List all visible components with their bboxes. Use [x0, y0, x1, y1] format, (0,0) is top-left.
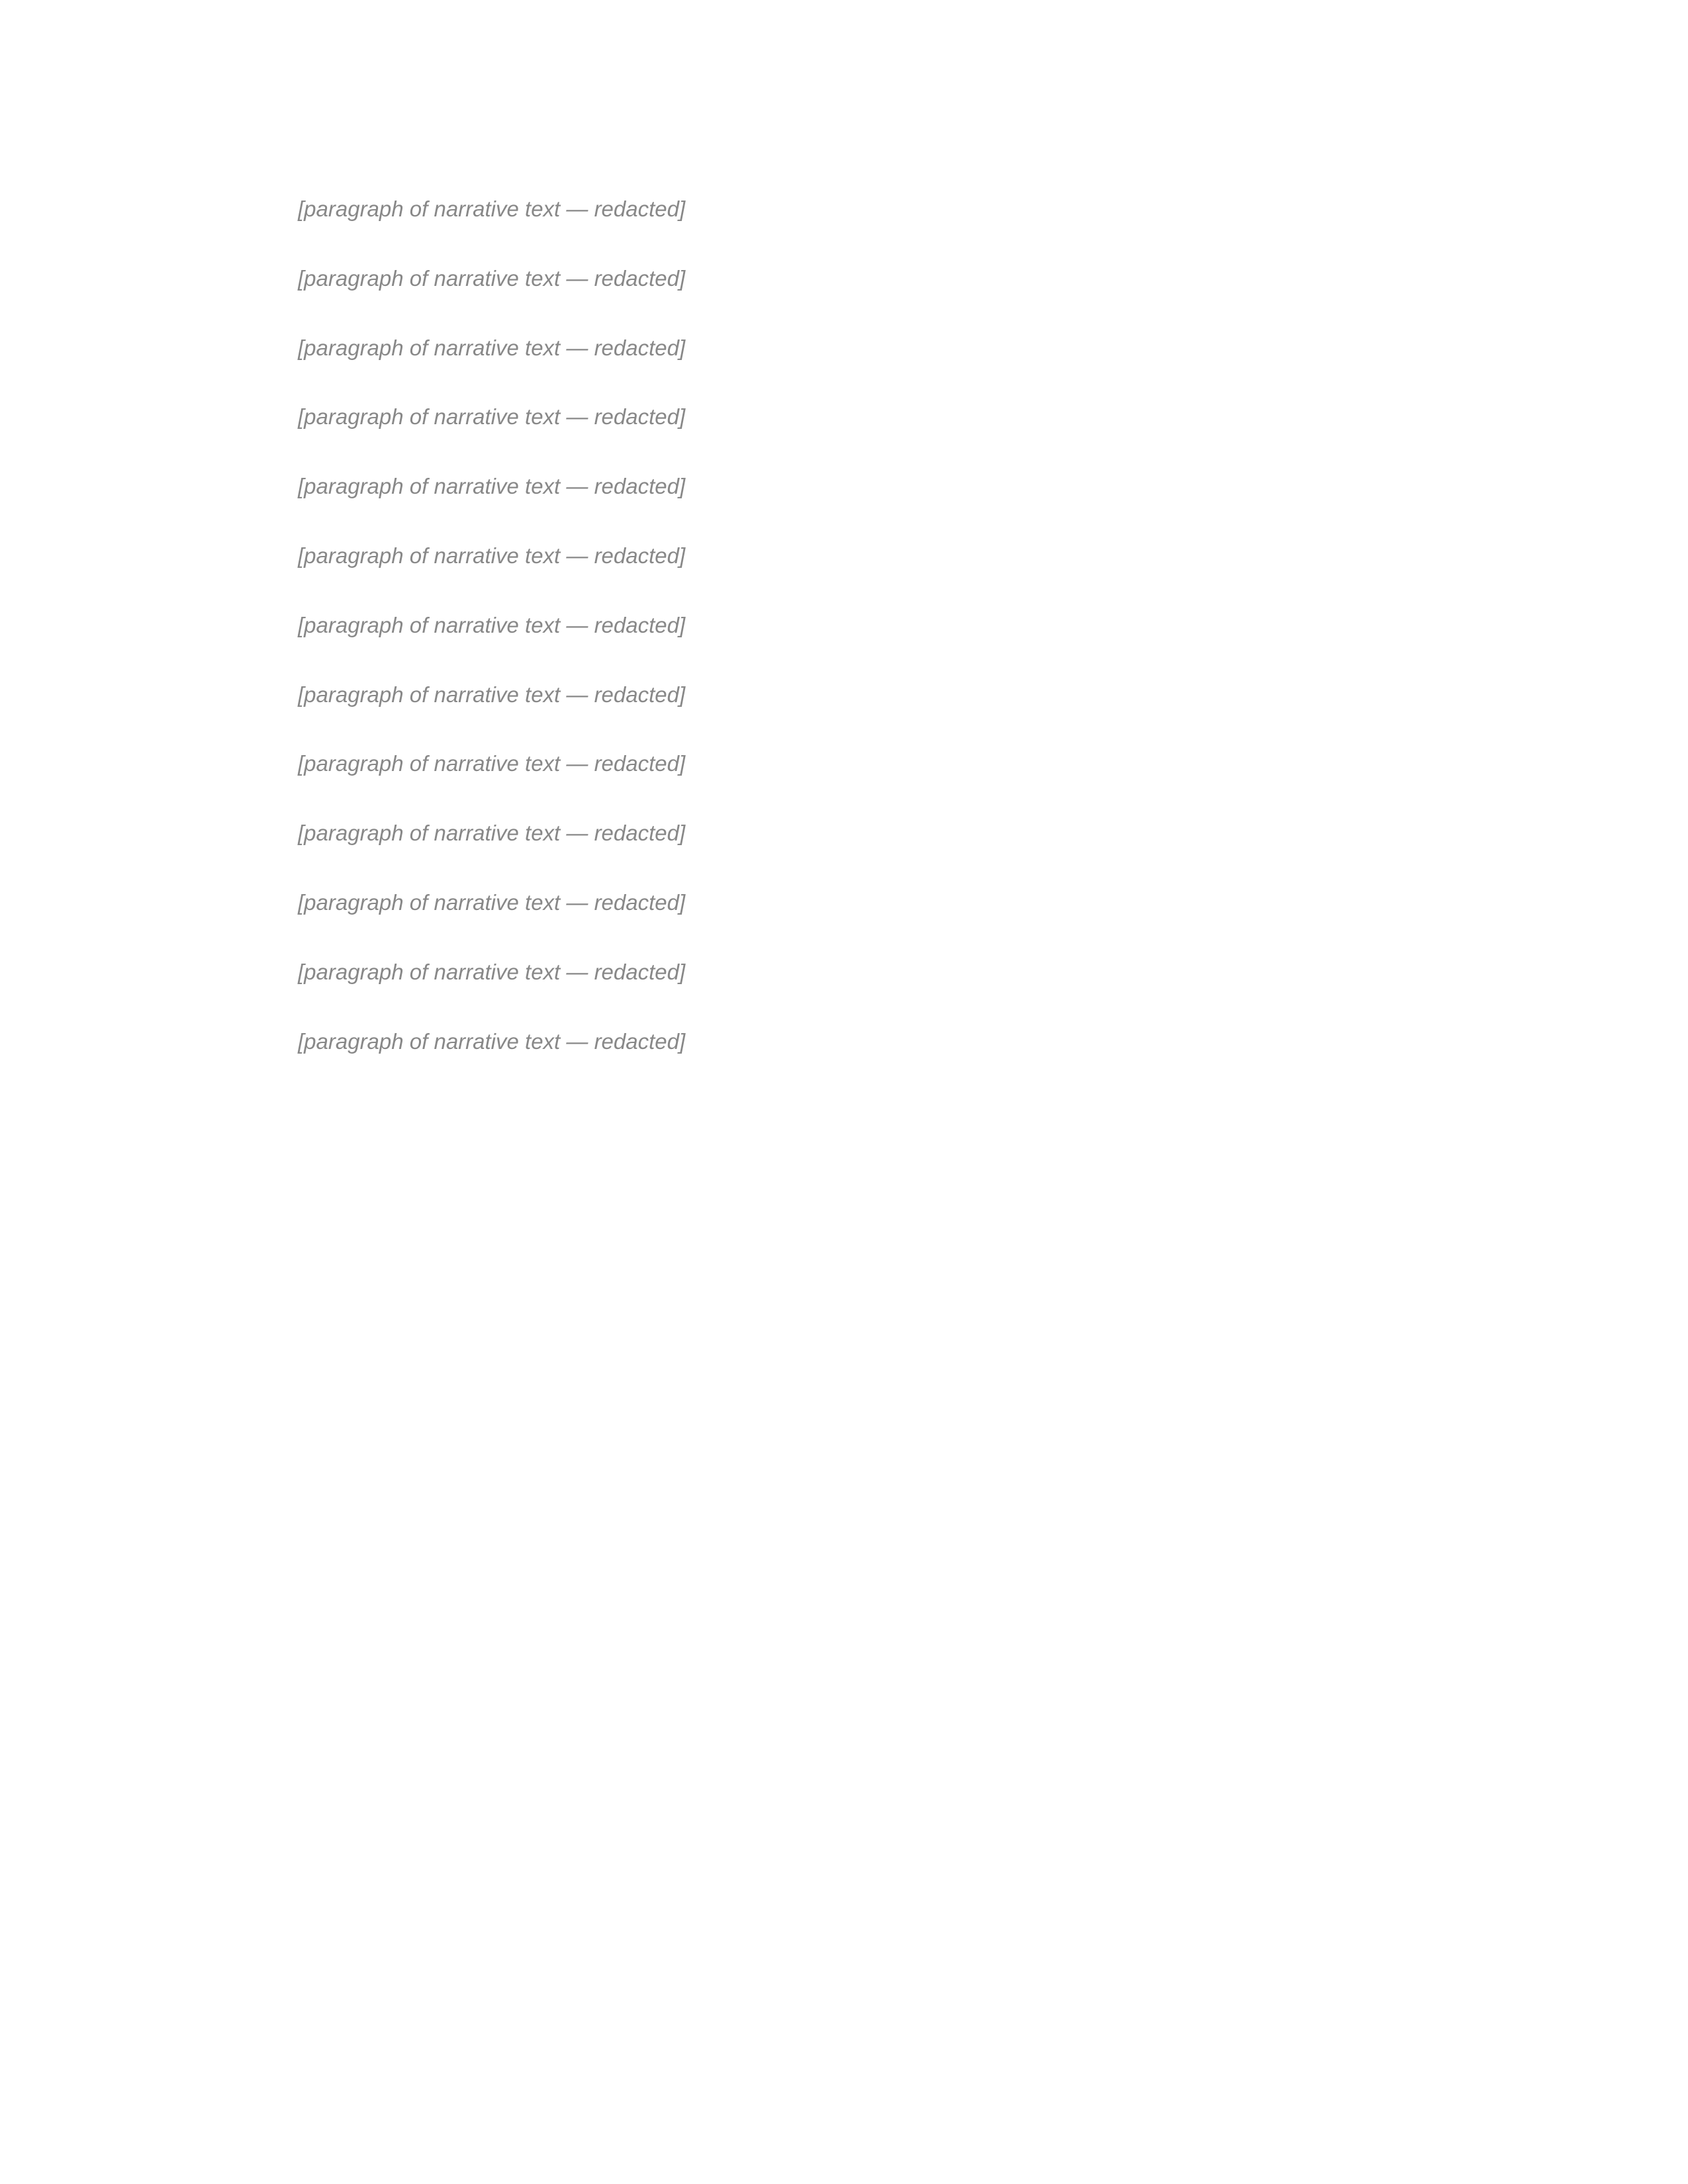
paragraph: [paragraph of narrative text — redacted]: [298, 612, 686, 637]
paragraph: [paragraph of narrative text — redacted]: [298, 751, 686, 776]
paragraph: [paragraph of narrative text — redacted]: [298, 197, 686, 221]
paragraph: [paragraph of narrative text — redacted]: [298, 474, 686, 499]
paragraph: [paragraph of narrative text — redacted]: [298, 543, 686, 568]
paragraph: [paragraph of narrative text — redacted]: [298, 889, 686, 915]
paragraph: [paragraph of narrative text — redacted]: [298, 682, 686, 707]
paragraph: [paragraph of narrative text — redacted]: [298, 821, 686, 846]
paragraph: [paragraph of narrative text — redacted]: [298, 1028, 686, 1054]
paragraph: [paragraph of narrative text — redacted]: [298, 404, 686, 430]
paragraph: [paragraph of narrative text — redacted]: [298, 335, 686, 360]
paragraph: [paragraph of narrative text — redacted]: [298, 265, 686, 291]
paragraph: [paragraph of narrative text — redacted]: [298, 959, 686, 984]
